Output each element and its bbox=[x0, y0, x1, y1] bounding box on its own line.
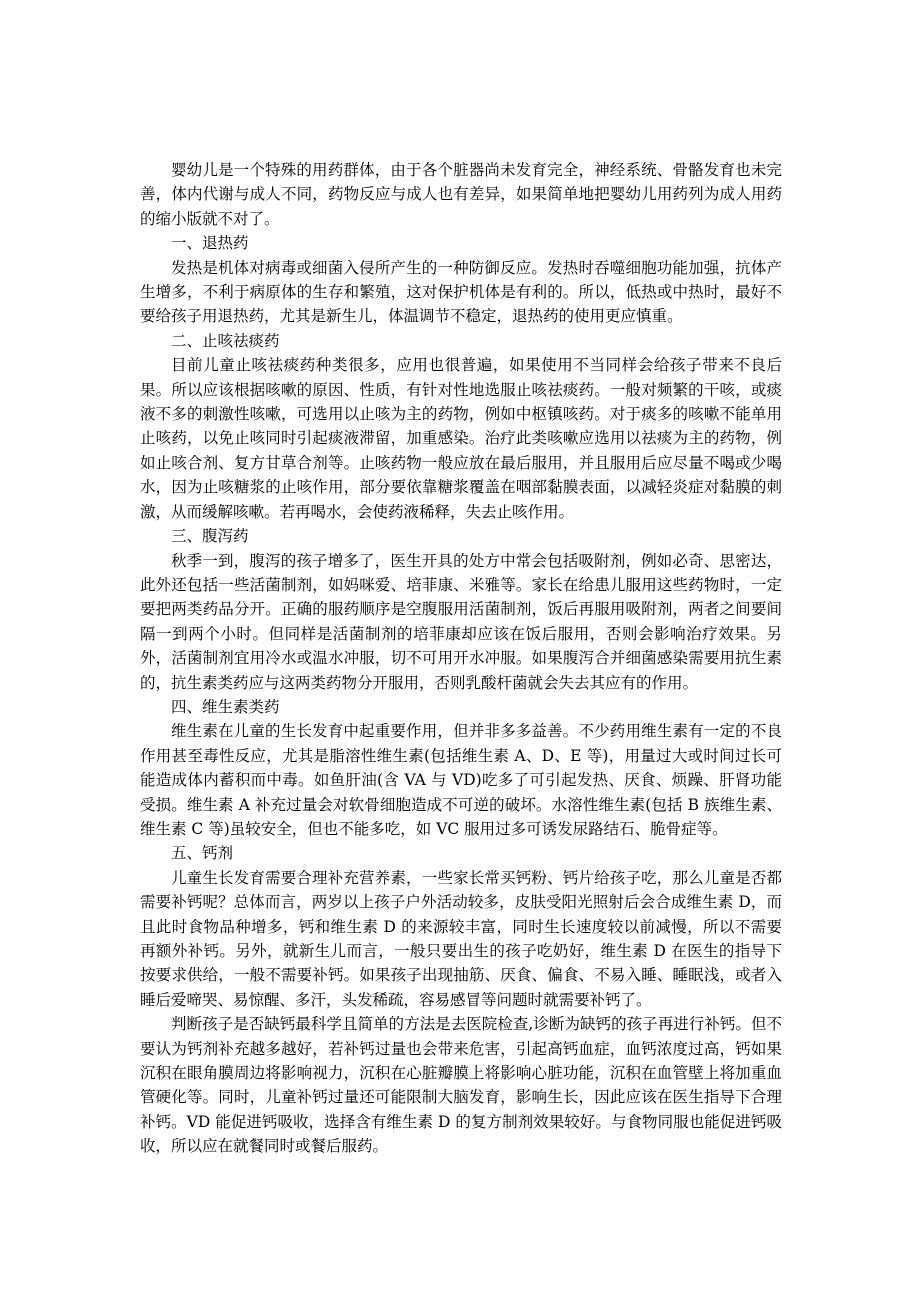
paragraph-calcium-2: 判断孩子是否缺钙最科学且简单的方法是去医院检查,诊断为缺钙的孩子再进行补钙。但不要认为钙剂补充越多越好，若补钙过量也会带来危害，引起高钙血症，血钙浓度过高，钙如果沉积在眼角膜周边将影响视力，沉积在心脏瓣膜上将影响心脏功能，沉积在血管壁上将加重血管硬化等。同时，儿童补钙过量还可能限制大脑发育，影响生长，因此应该在医生指导下合理补钙。VD 能促进钙吸收，选择含有维生素 D 的复方制剂效果较好。与食物同服也能促进钙吸收，所以应在就餐同时或餐后服药。 bbox=[140, 1015, 782, 1156]
intro-paragraph: 婴幼儿是一个特殊的用药群体，由于各个脏器尚未发育完全，神经系统、骨骼发育也未完善，体内代谢与成人不同，药物反应与成人也有差异，如果简单地把婴幼儿用药列为成人用药的缩小版就不对了。 bbox=[140, 161, 782, 228]
paragraph-diarrhea-medicine: 秋季一到，腹泻的孩子增多了，医生开具的处方中常会包括吸附剂，例如必奇、思密达，此外还包括一些活菌制剂，如妈咪爱、培菲康、米雅等。家长在给患儿服用这些药物时，一定要把两类药品分开。正确的服药顺序是空腹服用活菌制剂，饭后再服用吸附剂，两者之间要间隔一到两个小时。但同样是活菌制剂的培菲康却应该在饭后服用，否则会影响治疗效果。另外，活菌制剂宜用冷水或温水冲服，切不可用开水冲服。如果腹泻合并细菌感染需要用抗生素的，抗生素类药应与这两类药物分开服用，否则乳酸杆菌就会失去其应有的作用。 bbox=[140, 551, 782, 692]
document-body bbox=[140, 158, 782, 1159]
paragraph-antipyretics: 发热是机体对病毒或细菌入侵所产生的一种防御反应。发热时吞噬细胞功能加强，抗体产生增多，不利于病原体的生存和繁殖，这对保护机体是有利的。所以，低热或中热时，最好不要给孩子用退热药，尤其是新生儿，体温调节不稳定，退热药的使用更应慎重。 bbox=[140, 258, 782, 326]
section-heading-calcium: 五、钙剂 bbox=[171, 844, 234, 863]
paragraph-vitamins: 维生素在儿童的生长发育中起重要作用，但并非多多益善。不少药用维生素有一定的不良作用甚至毒性反应，尤其是脂溶性维生素(包括维生素 A、D、E 等)，用量过大或时间过长可能造成体内蓄积而中毒。如鱼肝油(含 VA 与 VD)吃多了可引起发热、厌食、烦躁、肝肾功能受损。维生素 A 补充过量会对软骨细胞造成不可逆的破坏。水溶性维生素(包括 B 族维生素、维生素 C 等)虽较安全，但也不能多吃，如 VC 服用过多可诱发尿路结石、脆骨症等。 bbox=[140, 722, 782, 838]
paragraph-cough-medicine: 目前儿童止咳祛痰药种类很多，应用也很普遍，如果使用不当同样会给孩子带来不良后果。所以应该根据咳嗽的原因、性质，有针对性地选服止咳祛痰药。一般对频繁的干咳，或痰液不多的刺激性咳嗽，可选用以止咳为主的药物，例如中枢镇咳药。对于痰多的咳嗽不能单用止咳药，以免止咳同时引起痰液滞留，加重感染。治疗此类咳嗽应选用以祛痰为主的药物，例如止咳合剂、复方甘草合剂等。止咳药物一般应放在最后服用，并且服用后应尽量不喝或少喝水，因为止咳糖浆的止咳作用，部分要依靠糖浆覆盖在咽部黏膜表面，以减轻炎症对黏膜的刺激，从而缓解咳嗽。若再喝水，会使药液稀释，失去止咳作用。 bbox=[140, 356, 782, 521]
paragraph-calcium-1: 儿童生长发育需要合理补充营养素，一些家长常买钙粉、钙片给孩子吃，那么儿童是否都需要补钙呢？总体而言，两岁以上孩子户外活动较多，皮肤受阳光照射后会合成维生素 D，而且此时食物品种增多，钙和维生素 D 的来源较丰富，同时生长速度较以前减慢，所以不需要再额外补钙。另外，就新生儿而言，一般只要出生的孩子吃奶好，维生素 D 在医生的指导下按要求供给，一般不需要补钙。如果孩子出现抽筋、厌食、偏食、不易入睡、睡眠浅，或者入睡后爱啼哭、易惊醒、多汗，头发稀疏，容易感冒等问题时就需要补钙了。 bbox=[140, 868, 782, 1009]
section-heading-diarrhea-medicine: 三、腹泻药 bbox=[171, 527, 249, 546]
section-heading-vitamins: 四、维生素类药 bbox=[171, 697, 280, 716]
section-heading-cough-medicine: 二、止咳祛痰药 bbox=[171, 331, 280, 350]
section-heading-antipyretics: 一、退热药 bbox=[171, 234, 249, 253]
